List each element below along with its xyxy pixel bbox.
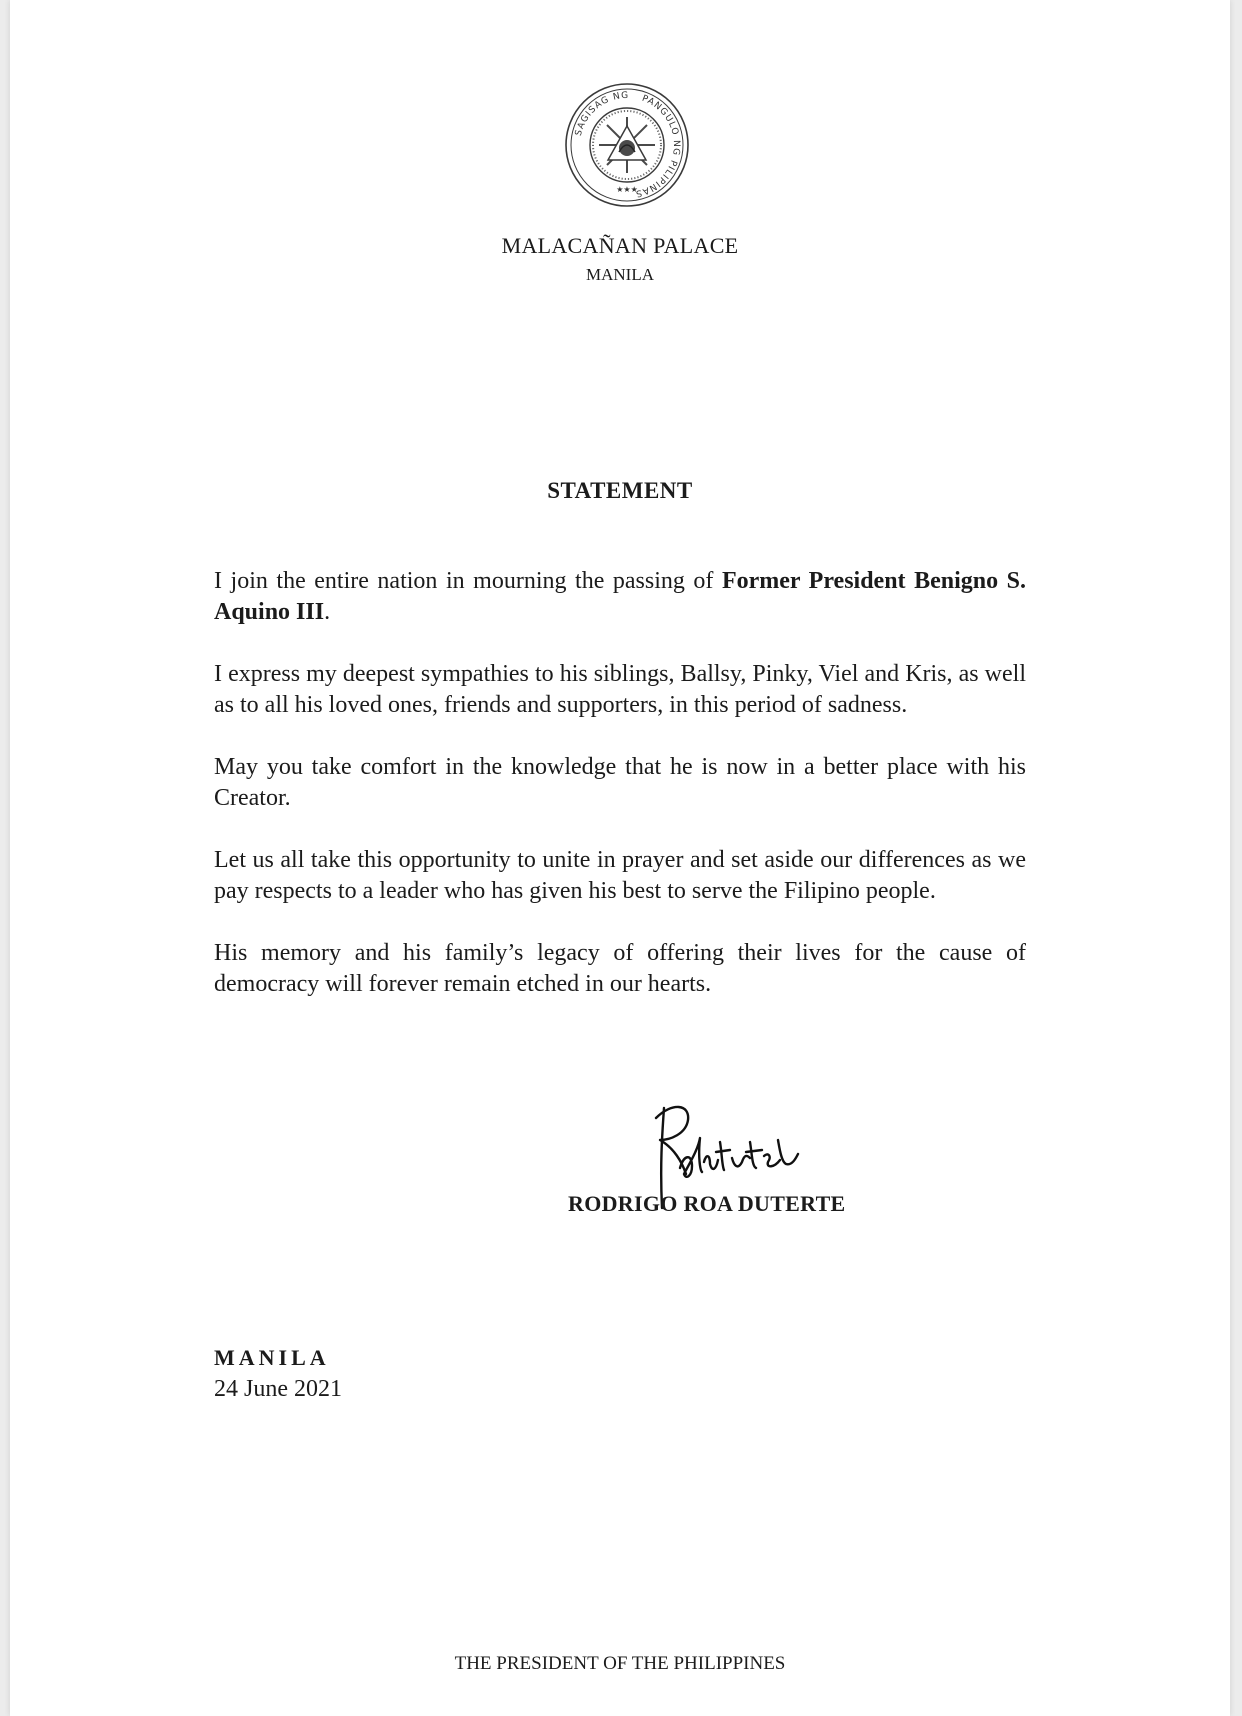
document-heading: STATEMENT [547, 478, 693, 503]
svg-text:PANGULO NG PILIPINAS: PANGULO NG PILIPINAS [633, 93, 682, 199]
svg-text:★★★: ★★★ [616, 185, 638, 194]
document-page [10, 0, 1230, 1716]
paragraph-2: I express my deepest sympathies to his siblings, Ballsy, Pinky, Viel and Kris, as well as to all his loved ones, friends and supporters, in this period of sadness. [214, 661, 1026, 718]
office-name: MALACAÑAN PALACE [501, 233, 739, 258]
paragraph-4: Let us all take this opportunity to unite in prayer and set aside our differences as we pay respects to a leader who has given his best to serve the Filipino people. [214, 847, 1026, 904]
presidential-seal-icon [564, 82, 690, 208]
paragraph-3: May you take comfort in the knowledge that he is now in a better place with his Creator. [214, 754, 1026, 811]
footer-text: THE PRESIDENT OF THE PHILIPPINES [454, 1653, 786, 1674]
statement-body [214, 566, 1026, 1031]
dateline-place: MANILA [214, 1345, 330, 1370]
dateline-date: 24 June 2021 [214, 1376, 342, 1402]
signatory-name: RODRIGO ROA DUTERTE [568, 1191, 846, 1216]
honoree-name: Former President Benigno S. Aquino III [214, 568, 1026, 625]
svg-text:SAGISAG NG: SAGISAG NG [573, 90, 630, 137]
paragraph-5: His memory and his family’s legacy of offering their lives for the cause of democracy will forever remain etched in our hearts. [214, 940, 1026, 997]
office-city: MANILA [586, 265, 654, 284]
paragraph-1: I join the entire nation in mourning the passing of Former President Benigno S. Aquino III. [214, 568, 1026, 625]
